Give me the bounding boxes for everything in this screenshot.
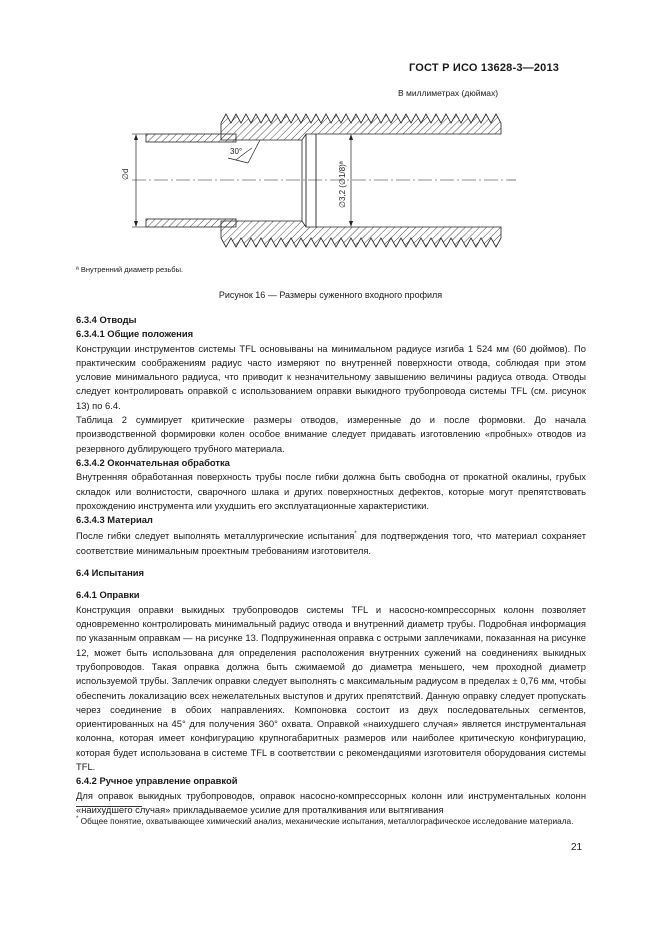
paragraph: Для оправок выкидных трубопроводов, оправок насосно-компрессорных колонн или инструментальных колонн «наихудшего случая» прикладываемое усилие для проталкивания или вытягивания [76, 789, 586, 815]
units-note: В миллиметрах (дюймах) [398, 88, 499, 98]
paragraph: Конструкции инструментов системы TFL основываны на минимальном радиусе изгиба 1 524 мм (60 дюймов). По практическим соображениям радиус часто измеряют по внутренней поверхности отвода, соблюдая при этом условие минимального радиуса, что приводит к незначительному завышению величины радиуса отвода. Отводы следует контролировать оправкой с использованием оправки выкидного трубопровода системы TFL (см. рисунок 13) по 6.4. [76, 342, 586, 411]
section-heading: 6.4.2 Ручное управление оправкой [76, 775, 238, 787]
tube-profile-figure [76, 100, 516, 260]
figure-caption: Рисунок 16 — Размеры суженного входного профиля [218, 290, 443, 300]
document-header: ГОСТ Р ИСО 13628-3—2013 [409, 62, 560, 74]
section-heading: 6.3.4.1 Общие положения [76, 328, 194, 340]
angle-label: 30° [230, 147, 243, 156]
section-gap [76, 580, 586, 588]
page-number: 21 [571, 842, 583, 853]
page-footnote [76, 813, 586, 827]
footnote-reference: * [354, 531, 357, 538]
section-heading: 6.3.4.2 Окончательная обработка [76, 456, 230, 468]
section-heading: 6.4 Испытания [76, 567, 144, 579]
section-gap [76, 558, 586, 566]
body-text [76, 313, 586, 817]
coupling-wall-bottom [221, 221, 501, 247]
coupling-wall-top [221, 114, 501, 140]
footnote-text: Общее понятие, охватывающее химический анализ, механические испытания, металлографическое исследование материала. [78, 815, 574, 826]
paragraph: Конструкция оправки выкидных трубопроводов системы TFL и насосно-компрессорных колонн позволяет одновременно контролировать минимальный радиус отвода и внутренний диаметр трубы. Подробная информация по указанным оправкам — на рисунке 13. Подпружиненная оправка с острыми заплечиками, показанная на рисунке 12, может быть использована для определения расположения внутренних сужений на соединениях выкидных трубопроводов. Такая оправка должна быть сжимаемой до диаметра меньшего, чем проходной диаметр используемой трубы. Заплечик оправки следует выполнять с максимальным радиусом в пределах ± 0,76 мм, чтобы обеспечить локализацию всех нежелательных выступов и других препятствий. Данную оправку следует пропускать через соединение в обоих направлениях. Компоновка состоит из двух последовательных сегментов, ориентированных на 45° для получения 360° охвата. Оправкой «наихудшего случая» является инструментальная колонна, которая имеет конфигурацию крупногабаритных размеров или наиболее критическую конфигурацию, которая будет использована в системе TFL в соответствии с рекомендациями изготовителя оборудования системы TFL. [76, 603, 586, 773]
paragraph: Таблица 2 суммирует критические размеры отводов, измеренные до и после формовки. До начала производственной формировки колен особое внимание следует придавать изготовлению «пробных» отводов из резервного дублирующего трубного материала. [76, 414, 586, 454]
figure-footnote: ª Внутренний диаметр резьбы. [76, 265, 184, 274]
paragraph-text: После гибки следует выполнять металлургические испытания [76, 530, 355, 542]
section-heading: 6.3.4 Отводы [76, 314, 137, 325]
paragraph: Внутренняя обработанная поверхность трубы после гибки должна быть свободна от прокатной окалины, грубых складок или волнистости, сварочного шлака и других поверхностных дефектов, которые могут препятствовать прохождению инструмента или ухудшить его эксплуатационные характеристики. [76, 471, 586, 511]
dimension-thread-label: ∅3,2 (∅1/8)ª [338, 161, 347, 208]
section-heading: 6.4.1 Оправки [76, 589, 140, 601]
footnote-mark: * [76, 816, 79, 822]
paragraph [76, 527, 586, 558]
dimension-d-label: ∅d [121, 168, 130, 180]
paragraph-text: для подтверждения того, что материал сохраняет соответствие минимальным проектным требованиям изготовителя. [76, 530, 587, 556]
section-heading: 6.3.4.3 Материал [76, 514, 153, 526]
footnote-separator [76, 806, 142, 807]
